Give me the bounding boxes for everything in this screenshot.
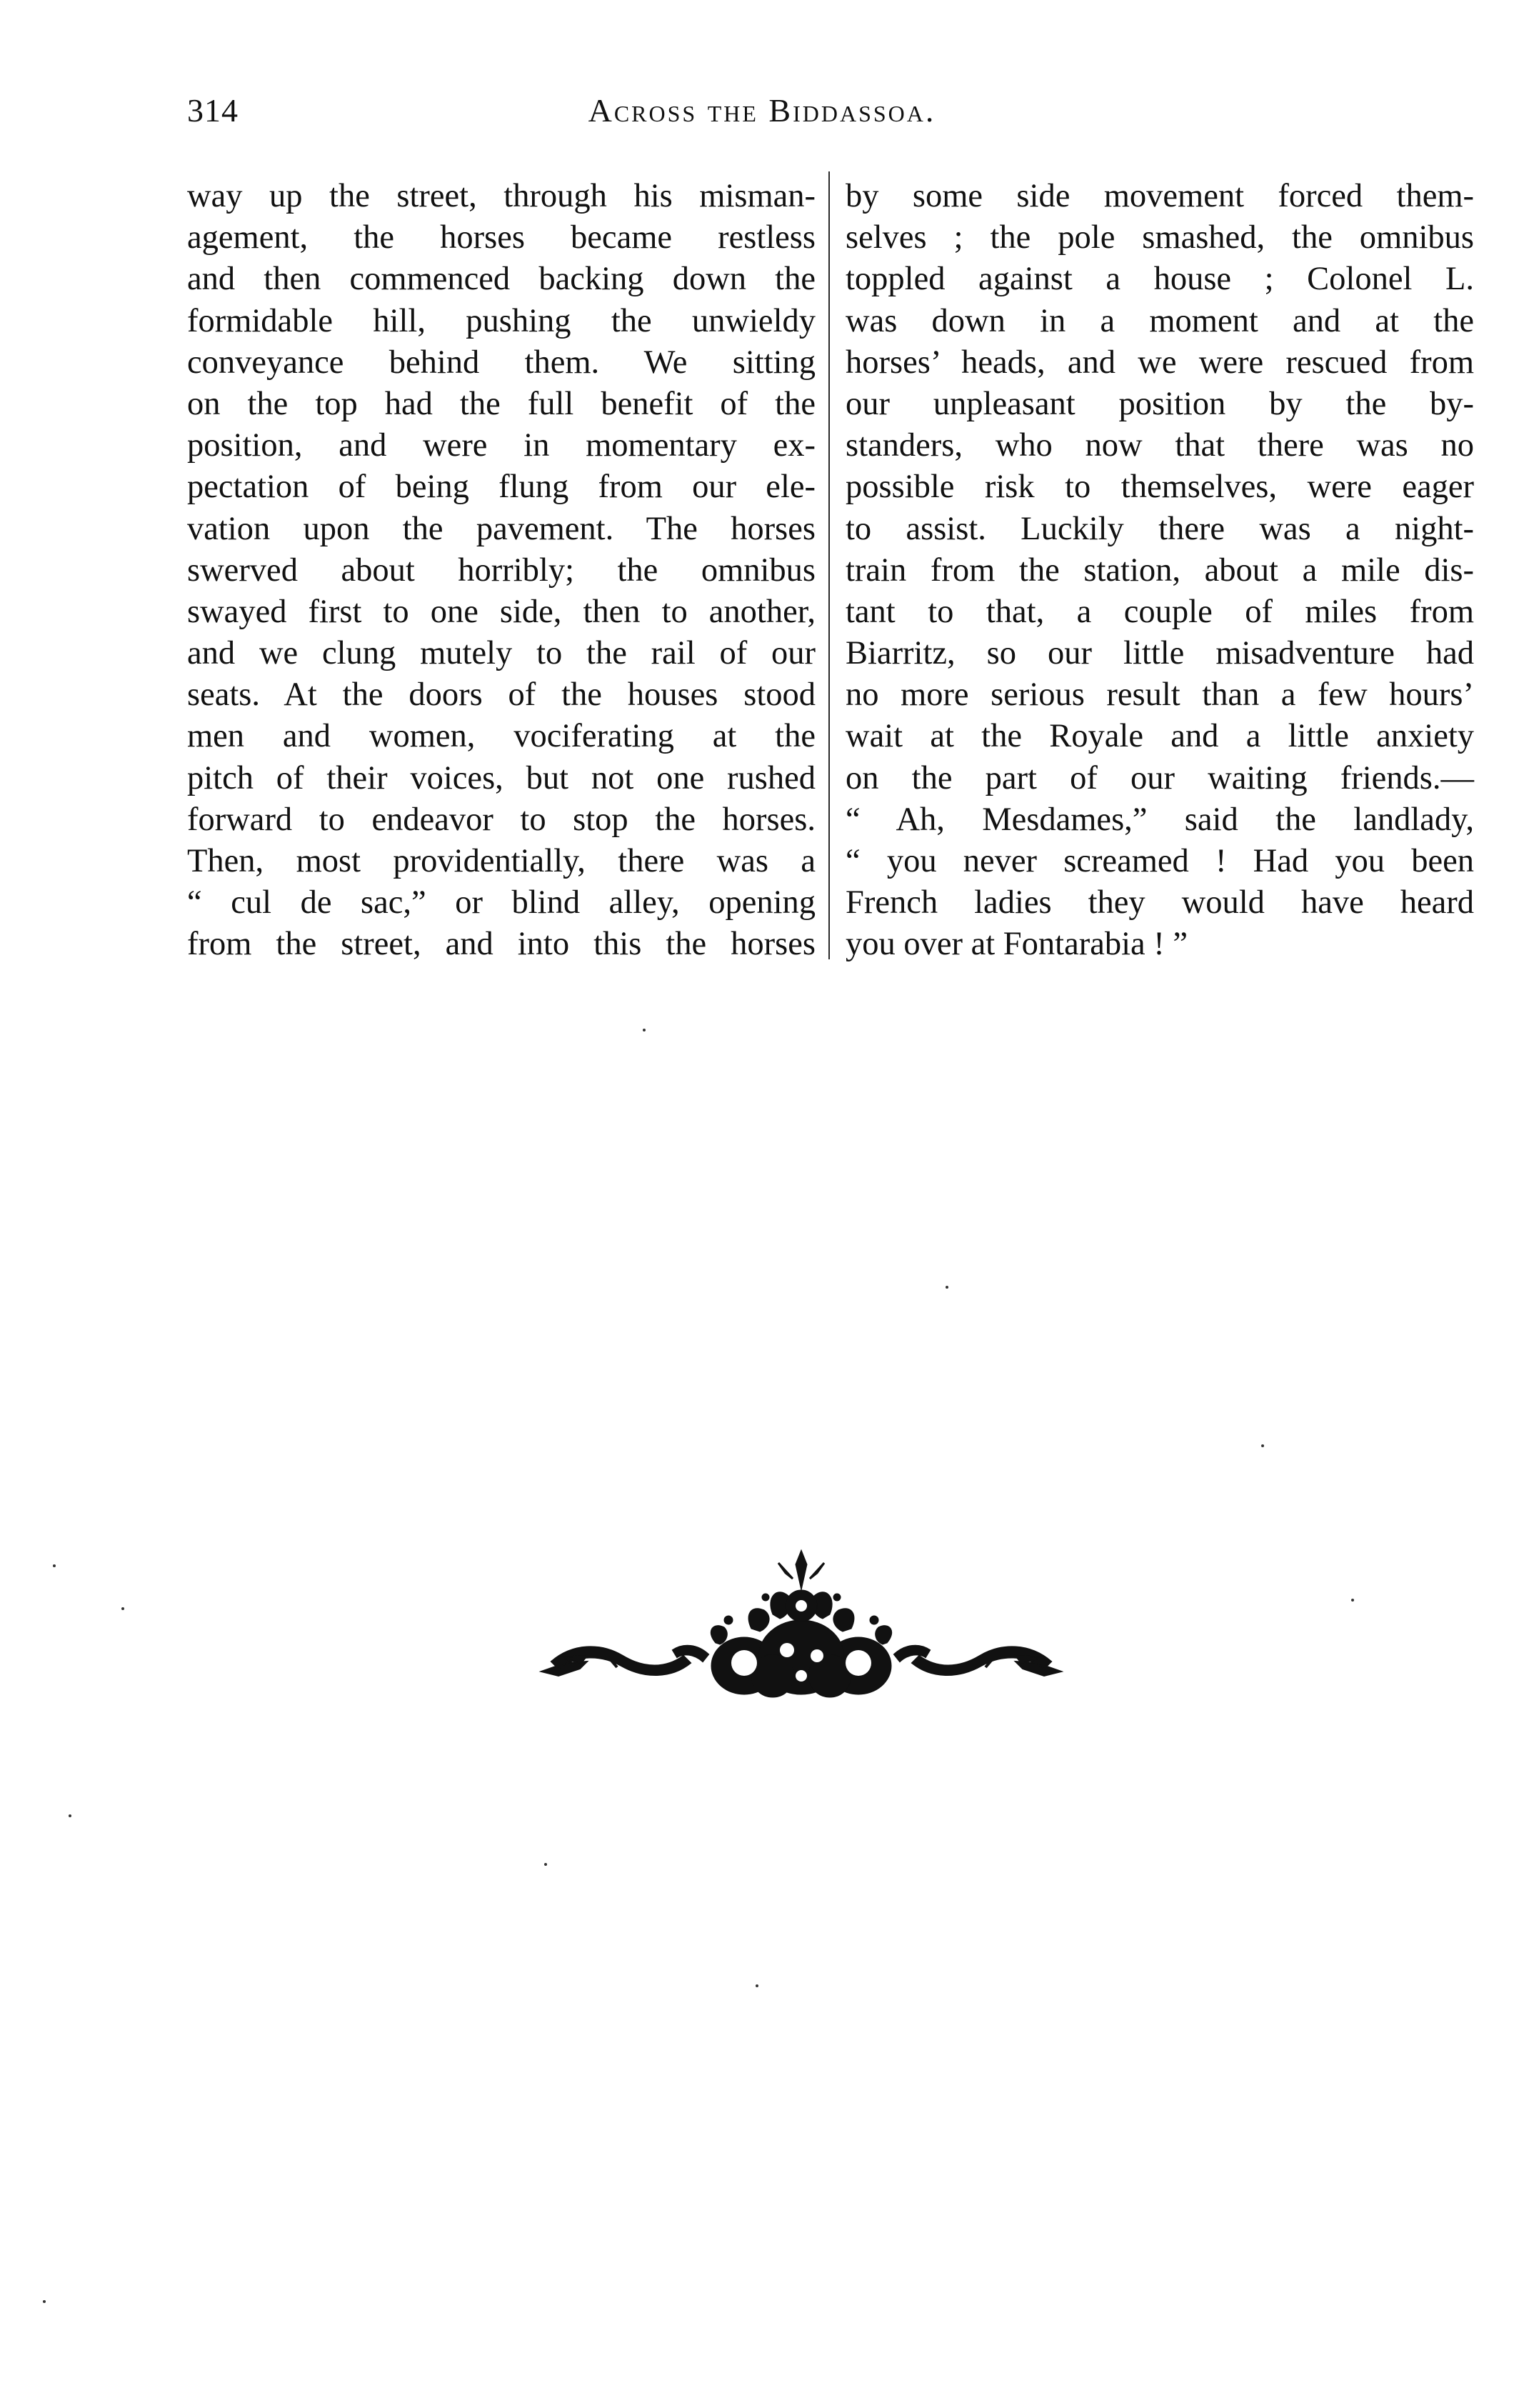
text-line: you over at Fontarabia ! ” [846, 926, 1188, 963]
text-line: “ you never screamed ! Had you been [846, 843, 1474, 879]
text-line: swerved about horribly; the omnibus [187, 551, 816, 589]
text-line: to assist. Luckily there was a night- [846, 510, 1474, 547]
text-line: possible risk to themselves, were eager [846, 469, 1474, 506]
text-line: standers, who now that there was no [846, 427, 1474, 464]
text-line: by some side movement forced them- [846, 178, 1474, 214]
text-line: train from the station, about a mile dis- [846, 551, 1474, 589]
text-line: way up the street, through his misman- [187, 178, 816, 214]
text-line: agement, the horses became restless [187, 219, 816, 256]
scan-speck [544, 1863, 547, 1866]
text-line: selves ; the pole smashed, the omnibus [846, 219, 1474, 256]
text-line: from the street, and into this the horses [187, 926, 816, 963]
text-line: Then, most providentially, there was a [187, 843, 816, 879]
text-line: swayed first to one side, then to another, [187, 593, 816, 630]
text-line: on the part of our waiting friends.— [846, 759, 1474, 796]
column-divider [828, 171, 830, 959]
text-line: pitch of their voices, but not one rushed [187, 759, 816, 796]
left-column [187, 176, 816, 966]
text-line: wait at the Royale and a little anxiety [846, 718, 1474, 755]
text-line: men and women, vociferating at the [187, 718, 816, 755]
scan-speck [121, 1607, 124, 1610]
scan-speck [1351, 1599, 1354, 1602]
scan-speck [53, 1564, 56, 1567]
right-column [846, 176, 1474, 966]
text-line: “ cul de sac,” or blind alley, opening [187, 884, 816, 921]
text-line: was down in a moment and at the [846, 302, 1474, 339]
scan-speck [69, 1814, 71, 1817]
text-line: no more serious result than a few hours’ [846, 676, 1474, 714]
floral-ribbon-tailpiece-icon [537, 1536, 1066, 1707]
text-line: Biarritz, so our little misadventure had [846, 635, 1474, 672]
running-head: Across the Biddassoa. [588, 92, 936, 129]
page-header [0, 91, 1524, 141]
text-line: and then commenced backing down the [187, 261, 816, 298]
text-line: “ Ah, Mesdames,” said the landlady, [846, 801, 1474, 838]
text-line: tant to that, a couple of miles from [846, 593, 1474, 630]
text-line: forward to endeavor to stop the horses. [187, 801, 816, 838]
text-line: position, and were in momentary ex- [187, 427, 816, 464]
scan-speck [643, 1029, 646, 1031]
text-line: formidable hill, pushing the unwieldy [187, 302, 816, 339]
scan-speck [43, 2300, 46, 2303]
scan-speck [756, 1984, 758, 1987]
scan-speck [946, 1286, 948, 1289]
text-line: seats. At the doors of the houses stood [187, 676, 816, 714]
text-line: toppled against a house ; Colonel L. [846, 261, 1474, 298]
text-line: vation upon the pavement. The horses [187, 510, 816, 547]
page-number: 314 [187, 92, 239, 129]
text-line: pectation of being flung from our ele- [187, 469, 816, 506]
text-line: French ladies they would have heard [846, 884, 1474, 921]
text-line: our unpleasant position by the by- [846, 385, 1474, 422]
text-line: on the top had the full benefit of the [187, 385, 816, 422]
text-line: conveyance behind them. We sitting [187, 344, 816, 381]
text-line: and we clung mutely to the rail of our [187, 635, 816, 672]
text-line: horses’ heads, and we were rescued from [846, 344, 1474, 381]
scan-speck [1261, 1444, 1264, 1447]
